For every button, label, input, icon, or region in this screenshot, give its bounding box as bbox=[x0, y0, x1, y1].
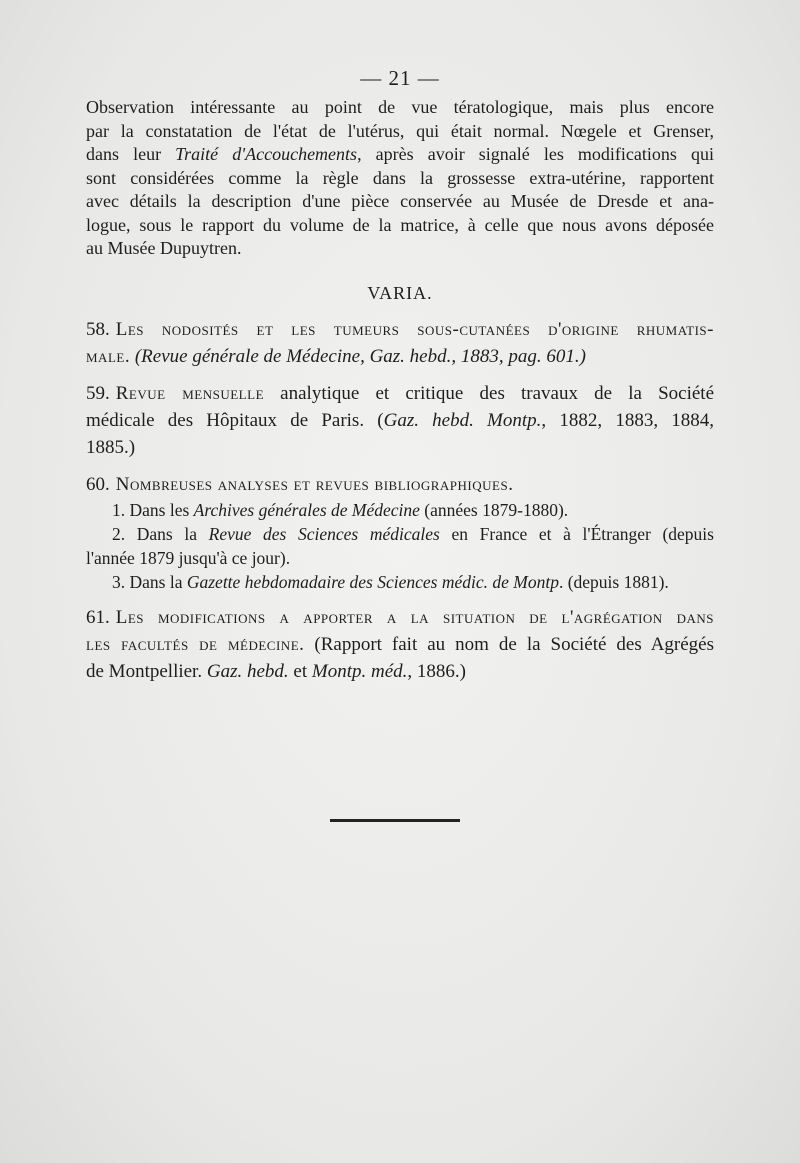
entry-number: 60. bbox=[86, 473, 110, 495]
entry-number: 61. bbox=[86, 606, 110, 628]
entry-source: Gaz. hebd. Montp. bbox=[383, 409, 542, 431]
entry-59 bbox=[86, 380, 714, 461]
list-item-continuation: l'année 1879 jusqu'à ce jour). bbox=[86, 547, 291, 568]
text-line: logue, sous le rapport du volume de la matrice, à celle que nous avons déposée bbox=[86, 214, 714, 235]
entry-number: 59. bbox=[86, 382, 110, 404]
list-item bbox=[112, 498, 714, 522]
text-fragment: dans leur bbox=[86, 144, 176, 164]
intro-paragraph bbox=[86, 96, 714, 261]
entry-line bbox=[86, 316, 714, 343]
entry-line bbox=[86, 631, 714, 658]
entry-source: (Revue générale de Médecine, Gaz. hebd., 1883, pag. 601.) bbox=[134, 345, 586, 367]
text-line bbox=[86, 143, 714, 167]
section-heading: VARIA. bbox=[367, 282, 433, 303]
entry-title: Revue mensuelle bbox=[115, 382, 265, 404]
entry-source: Revue des Sciences médicales bbox=[208, 523, 440, 544]
list-item bbox=[112, 570, 714, 594]
entry-text: , 1886.) bbox=[407, 660, 466, 682]
entry-source: Gaz. hebd. bbox=[206, 660, 289, 682]
entry-line bbox=[86, 604, 714, 631]
text-line: par la constatation de l'état de l'utérus, qui était normal. Nœgele et Grenser, bbox=[86, 120, 714, 141]
page-number: — 21 — bbox=[360, 66, 440, 90]
entry-title: male. bbox=[86, 345, 131, 367]
entry-number: 58. bbox=[86, 318, 110, 340]
entry-text: analytique et critique des travaux de la Société bbox=[280, 382, 714, 404]
entry-line bbox=[86, 658, 714, 685]
entry-text: médicale des Hôpitaux de Paris. ( bbox=[86, 409, 384, 431]
entry-line bbox=[86, 471, 714, 498]
entry-title: les facultés de médecine. bbox=[86, 633, 305, 655]
entry-text: de Montpellier. bbox=[86, 660, 207, 682]
entry-line: 1885.) bbox=[86, 436, 136, 458]
entry-60-sublist bbox=[86, 498, 714, 594]
entry-text: , 1882, 1883, 1884, bbox=[541, 409, 715, 431]
entry-text: (Rapport fait au nom de la Société des Agrégés bbox=[314, 633, 715, 655]
entry-line bbox=[86, 343, 714, 370]
entry-text: 1. Dans les bbox=[112, 499, 194, 520]
text-line: avec détails la description d'une pièce conservée au Musée de Dresde et ana- bbox=[86, 191, 714, 211]
entry-title: Les modifications a apporter a la situation de l'agrégation dans bbox=[115, 606, 714, 628]
page-body bbox=[86, 96, 714, 685]
entry-58 bbox=[86, 316, 714, 370]
entry-text: . (depuis 1881). bbox=[558, 571, 669, 592]
text-line: au Musée Dupuytren. bbox=[86, 238, 242, 258]
text-line: Observation intéressante au point de vue tératologique, mais plus encore bbox=[86, 97, 714, 117]
entry-text: 3. Dans la bbox=[112, 571, 187, 592]
text-fragment: , après avoir signalé les modifications qui bbox=[357, 144, 714, 164]
entry-text: en France et à l'Étranger (depuis bbox=[439, 523, 714, 544]
entry-title: Nombreuses analyses et revues bibliographiques. bbox=[115, 473, 514, 495]
entry-line bbox=[86, 407, 714, 434]
entry-61 bbox=[86, 604, 714, 685]
list-item bbox=[112, 522, 714, 546]
text-line: sont considérées comme la règle dans la grossesse extra-utérine, rapportent bbox=[86, 167, 714, 188]
entry-source: Montp. méd. bbox=[311, 660, 408, 682]
entry-source: Archives générales de Médecine bbox=[193, 499, 420, 520]
entry-title: Les nodosités et les tumeurs sous-cutanées d'origine rhumatis- bbox=[115, 318, 714, 340]
entry-line bbox=[86, 380, 714, 407]
book-title: Traité d'Accouchements bbox=[175, 144, 358, 164]
entry-text: 2. Dans la bbox=[112, 523, 209, 544]
entry-text: et bbox=[288, 660, 312, 682]
entry-text: (années 1879-1880). bbox=[419, 499, 569, 520]
end-rule bbox=[330, 819, 460, 822]
entry-60 bbox=[86, 471, 714, 594]
entry-source: Gazette hebdomadaire des Sciences médic. de Montp bbox=[186, 571, 559, 592]
